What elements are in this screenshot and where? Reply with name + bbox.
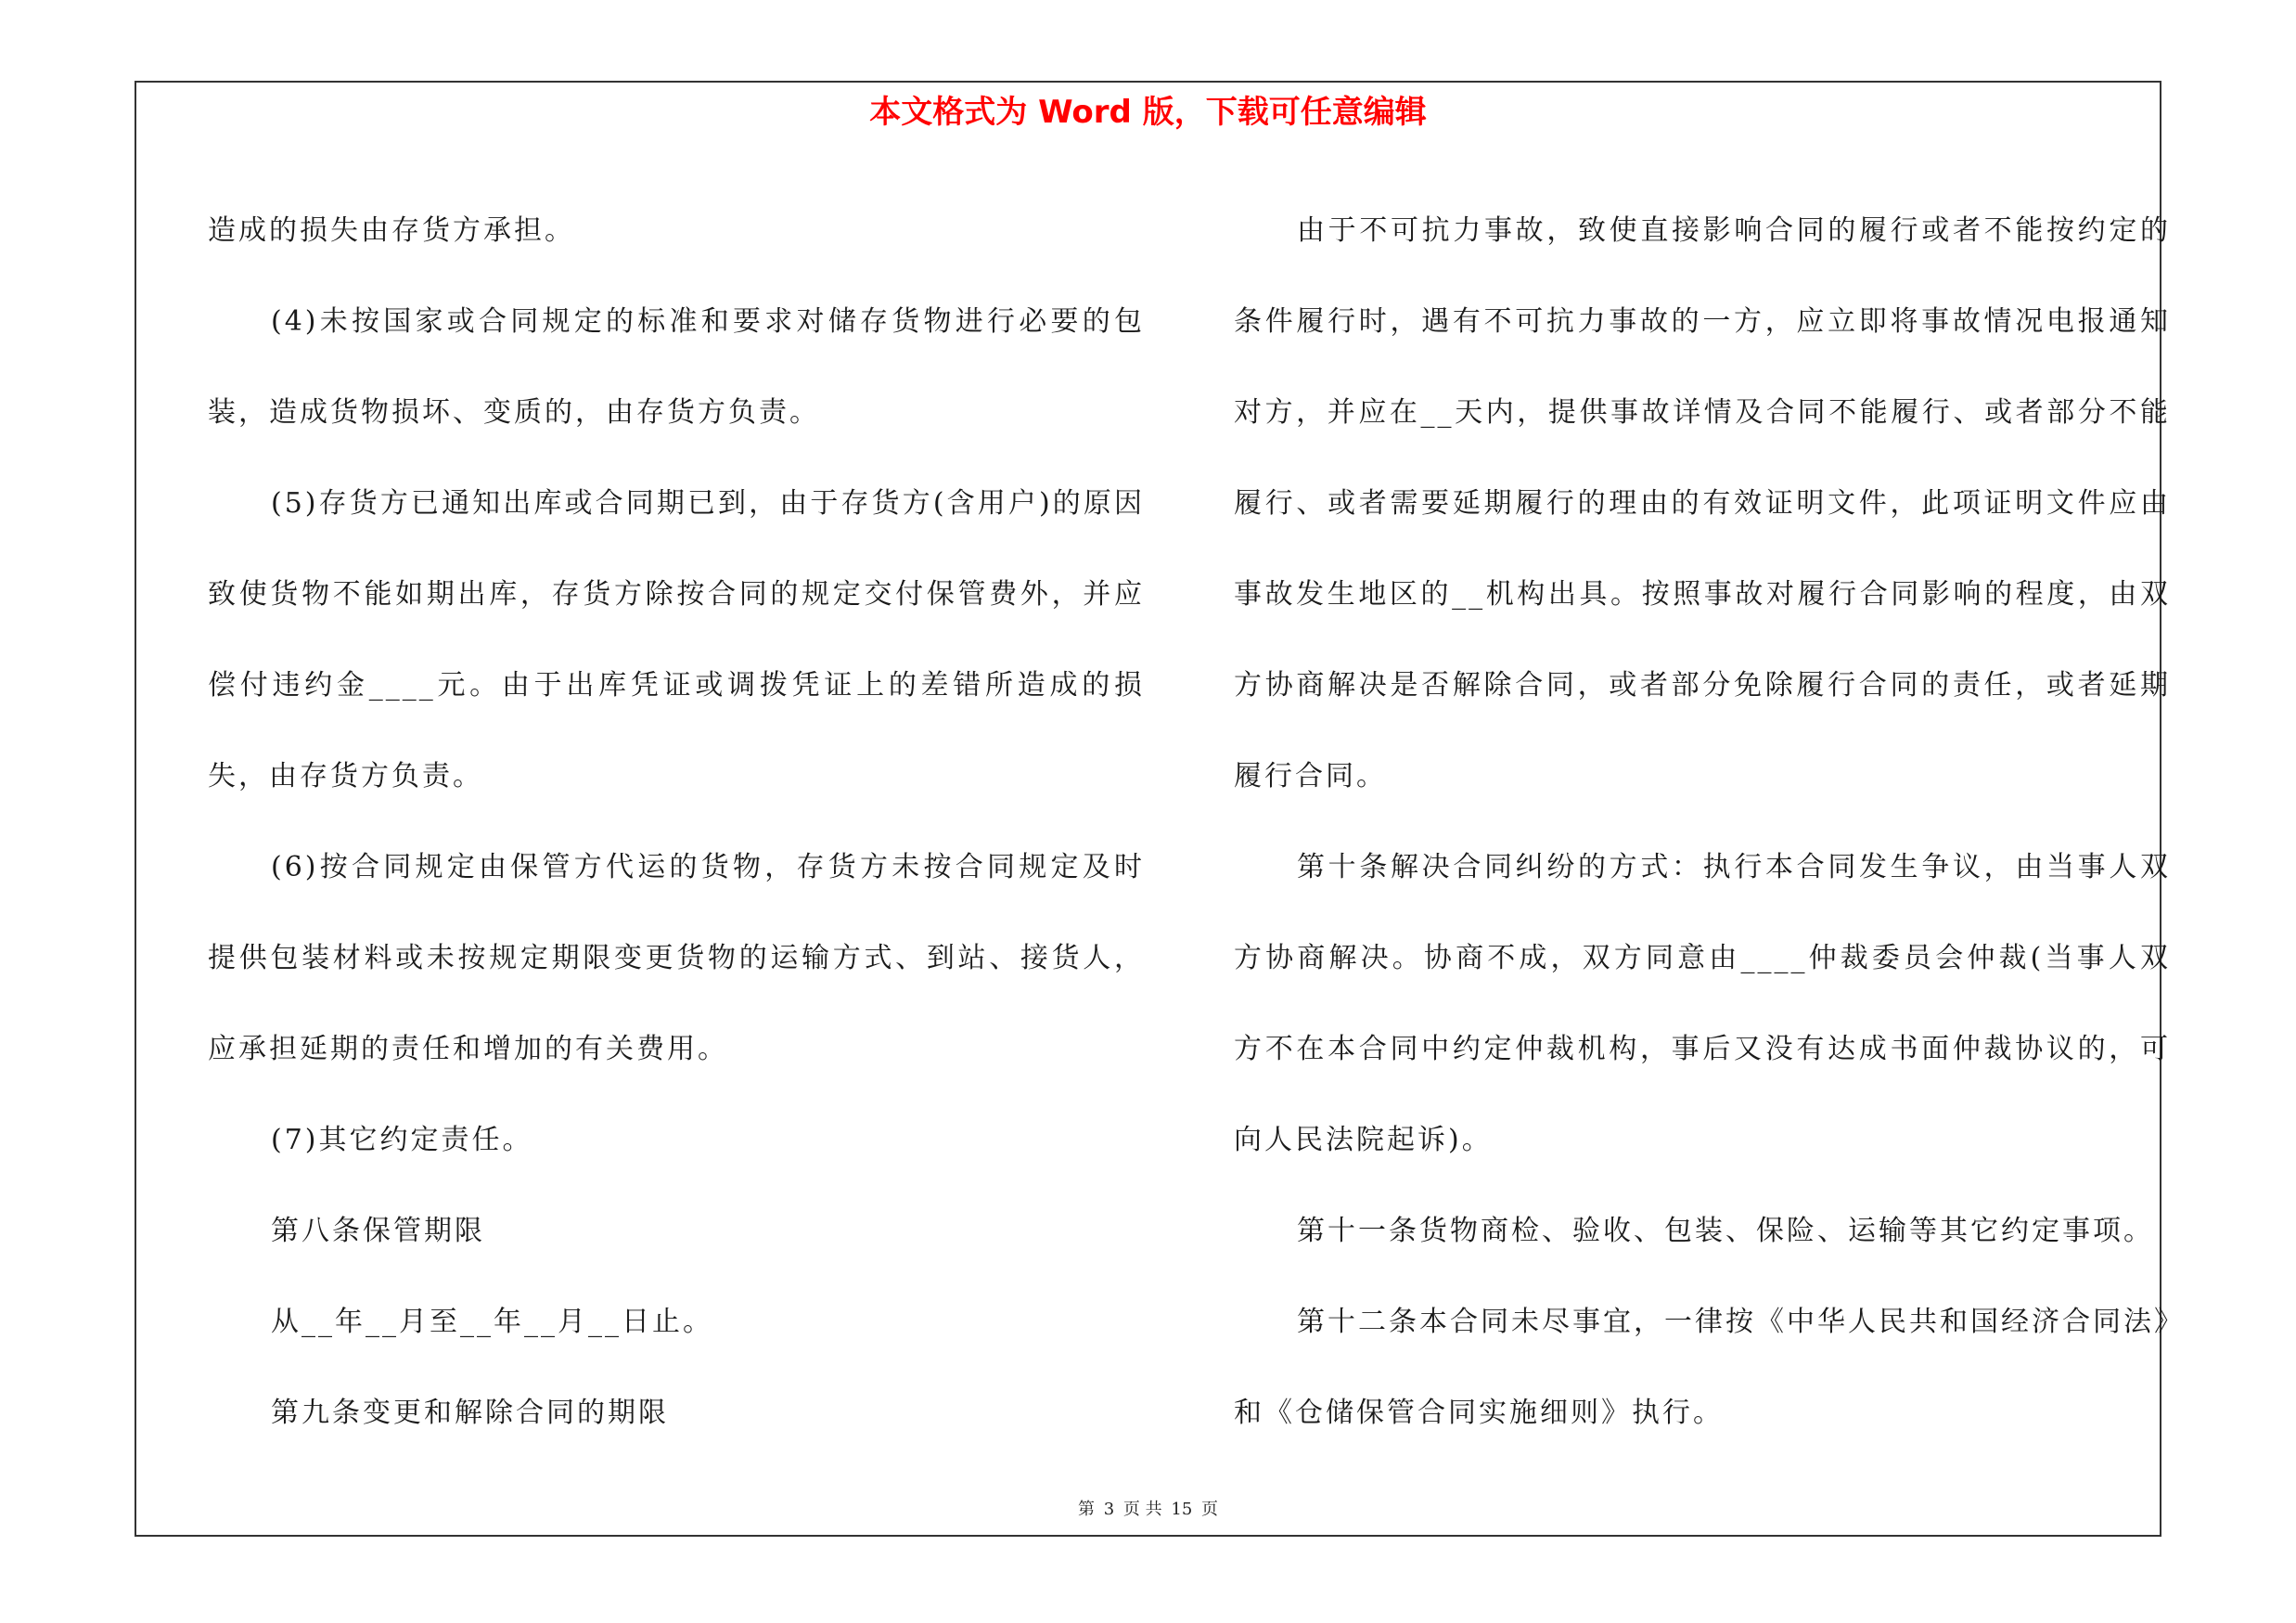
footer-suffix: 页 <box>1201 1500 1219 1519</box>
paragraph: 由于不可抗力事故，致使直接影响合同的履行或者不能按约定的条件履行时，遇有不可抗力事故的一方，应立即将事故情况电报通知对方，并应在__天内，提供事故详情及合同不能履行、或者部分不能履行、或者需要延期履行的理由的有效证明文件，此项证明文件应由事故发生地区的__机构出具。按照事故对履行合同影响的程度，由双方协商解决是否解除合同，或者部分免除履行合同的责任，或者延期履行合同。 <box>1234 214 2171 792</box>
paragraph: 从__年__月至__年__月__日止。 <box>271 1306 713 1338</box>
paragraph: (4)未按国家或合同规定的标准和要求对储存货物进行必要的包装，造成货物损坏、变质的，由存货方负责。 <box>208 305 1145 429</box>
paragraph: 第十条解决合同纠纷的方式：执行本合同发生争议，由当事人双方协商解决。协商不成，双方同意由____仲裁委员会仲裁(当事人双方不在本合同中约定仲裁机构，事后又没有达成书面仲裁协议的，可向人民法院起诉)。 <box>1234 851 2171 1156</box>
paragraph: 造成的损失由存货方承担。 <box>208 214 575 247</box>
word-format-banner: 本文格式为 Word 版，下载可任意编辑 <box>869 94 1427 131</box>
current-page-number: 3 <box>1103 1500 1115 1519</box>
paragraph: (6)按合同规定由保管方代运的货物，存货方未按合同规定及时提供包装材料或未按规定期限变更货物的运输方式、到站、接货人，应承担延期的责任和增加的有关费用。 <box>208 851 1145 1065</box>
page-number-footer <box>136 1496 2160 1520</box>
paragraph: (7)其它约定责任。 <box>271 1124 533 1156</box>
left-column <box>208 186 1145 1459</box>
right-column <box>1234 186 2171 1459</box>
section-heading: 第八条保管期限 <box>271 1215 485 1247</box>
footer-middle: 页 共 <box>1122 1500 1162 1519</box>
paragraph: (5)存货方已通知出库或合同期已到，由于存货方(含用户)的原因致使货物不能如期出库，存货方除按合同的规定交付保管费外，并应偿付违约金____元。由于出库凭证或调拨凭证上的差错所造成的损失，由存货方负责。 <box>208 487 1145 792</box>
total-page-count: 15 <box>1171 1500 1193 1519</box>
paragraph: 第十一条货物商检、验收、包装、保险、运输等其它约定事项。 <box>1297 1215 2154 1247</box>
paragraph: 第十二条本合同未尽事宜，一律按《中华人民共和国经济合同法》和《仓储保管合同实施细则》执行。 <box>1234 1306 2171 1429</box>
page-frame <box>135 81 2171 1537</box>
footer-prefix: 第 <box>1077 1500 1095 1519</box>
section-heading: 第九条变更和解除合同的期限 <box>271 1397 669 1429</box>
